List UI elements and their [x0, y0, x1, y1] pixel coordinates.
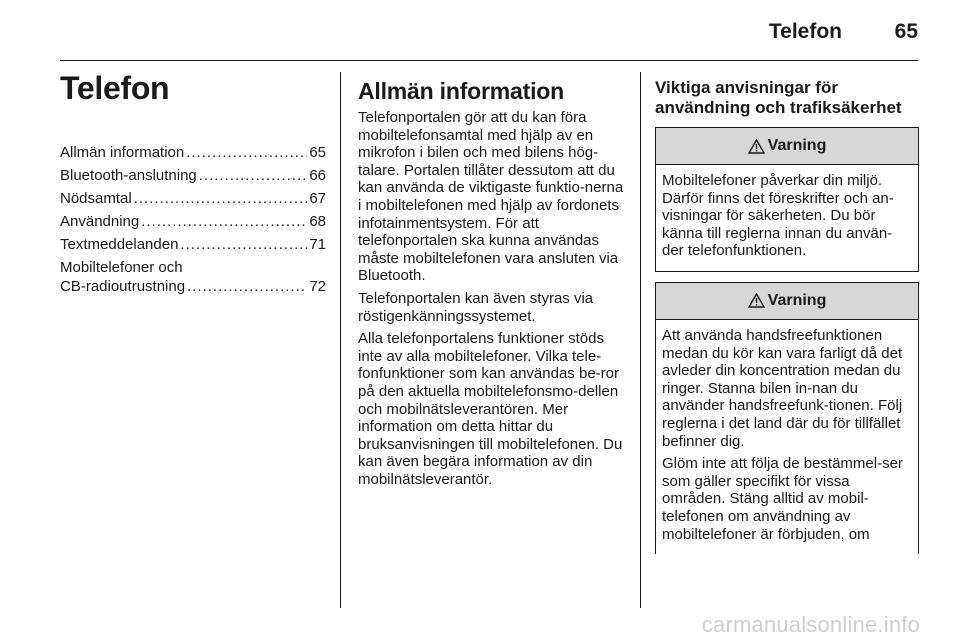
toc-entry-line	[60, 189, 326, 208]
safety-heading	[655, 78, 919, 118]
toc-entry-label: Allmän information	[60, 144, 185, 161]
page-number: 65	[894, 20, 918, 43]
toc-page-number: 66	[309, 167, 326, 184]
general-info-heading: Allmän information	[358, 78, 564, 104]
toc-page-number: 67	[309, 190, 326, 207]
toc-leader-dots	[199, 166, 308, 185]
general-paragraph-3: Alla telefonportalens funktioner stöds inte av alla mobiltelefoner. Vilka tele-fonfunktioner som kan användas be-ror på den aktuella mobiltelefonsmo-dellen och mobilnätsleverantören. Mer information om detta hittar du bruksanvisningen till mobiltelefonen. Du kan även begära information av din mobilnätsleverantör.	[358, 330, 623, 488]
toc-entry[interactable]	[60, 143, 326, 162]
toc-entry-line	[60, 277, 326, 296]
toc-entry-label: Bluetooth-anslutning	[60, 167, 197, 184]
general-info-column	[358, 78, 626, 493]
toc-leader-dots	[134, 189, 308, 208]
warning-text: Att använda handsfreefunktionen medan du kör kan vara farligt då det avleder din koncentration medan du ringer. Stanna bilen in-nan du använder handsfreefunk-tionen. Följ reglerna i det land där du för tillfället befinner dig.	[662, 326, 903, 450]
page-header	[0, 0, 960, 58]
header-rule	[60, 60, 918, 61]
toc-entry-line	[60, 212, 326, 231]
general-paragraph-1: Telefonportalen gör att du kan föra mobiltelefonsamtal med hjälp av en mikrofon i bilen och med bilens hög-talare. Portalen tillåter dessutom att du kan använda de viktigaste funktio-nerna i mobiltelefonen med hjälp av fordonets infotainmentsystem. För att telefonportalen ska kunna användas måste mobiltelefonen vara ansluten via Bluetooth.	[358, 109, 624, 285]
safety-heading-line-1: Viktiga anvisningar för	[655, 78, 838, 97]
warning-triangle-icon	[748, 293, 765, 308]
warning-text: Glöm inte att följa de bestämmel-ser som gäller specifikt för vissa områden. Stäng alltid av mobil-telefonen om användning av mobiltelefoner är förbjuden, om	[662, 455, 903, 543]
warning-text: Mobiltelefoner påverkar din miljö. Därför finns det föreskrifter och an-visningar för säkerheten. Du bör känna till reglerna innan du använ-der telefonfunktionen.	[662, 172, 894, 260]
toc-entry[interactable]	[60, 258, 326, 296]
column-divider-1	[340, 72, 341, 608]
toc-page-number: 68	[309, 213, 326, 230]
toc-entry-label: Användning	[60, 213, 140, 230]
toc-entry-line	[60, 166, 326, 185]
warning-header	[656, 128, 918, 165]
toc-entry[interactable]	[60, 235, 326, 254]
safety-heading-line-2: användning och trafiksäkerhet	[655, 98, 902, 117]
warning-header	[656, 283, 918, 320]
safety-column	[655, 78, 919, 564]
toc-page-number: 71	[309, 236, 326, 253]
warning-box-1	[655, 127, 919, 272]
toc-list	[60, 143, 326, 296]
toc-leader-dots	[186, 143, 307, 162]
toc-leader-dots	[180, 235, 307, 254]
warning-triangle-icon	[748, 139, 765, 154]
toc-entry[interactable]	[60, 166, 326, 185]
toc-entry-label: Textmeddelanden	[60, 236, 179, 253]
toc-entry-label: Nödsamtal	[60, 190, 132, 207]
running-header-section: Telefon	[768, 20, 842, 43]
warning-body	[656, 320, 918, 554]
toc-leader-dots	[141, 212, 307, 231]
toc-entry-line	[60, 235, 326, 254]
toc-entry[interactable]	[60, 212, 326, 231]
watermark: carmanualsonline.info	[701, 612, 920, 637]
warning-title: Varning	[767, 137, 827, 154]
warning-body	[656, 165, 918, 271]
warning-box-2	[655, 282, 919, 554]
toc-page-number: 72	[309, 278, 326, 295]
chapter-title: Telefon	[60, 70, 170, 106]
toc-entry-label: Mobiltelefoner och	[60, 259, 183, 276]
toc-entry-line	[60, 143, 326, 162]
toc-entry[interactable]	[60, 189, 326, 208]
toc-page-number: 65	[309, 144, 326, 161]
toc-leader-dots	[187, 277, 307, 296]
general-paragraph-2: Telefonportalen kan även styras via röstigenkänningssystemet.	[358, 289, 594, 325]
toc-column	[60, 70, 326, 300]
column-divider-2	[640, 72, 641, 608]
toc-entry-label: CB-radioutrustning	[60, 278, 186, 295]
warning-title: Varning	[767, 291, 827, 309]
